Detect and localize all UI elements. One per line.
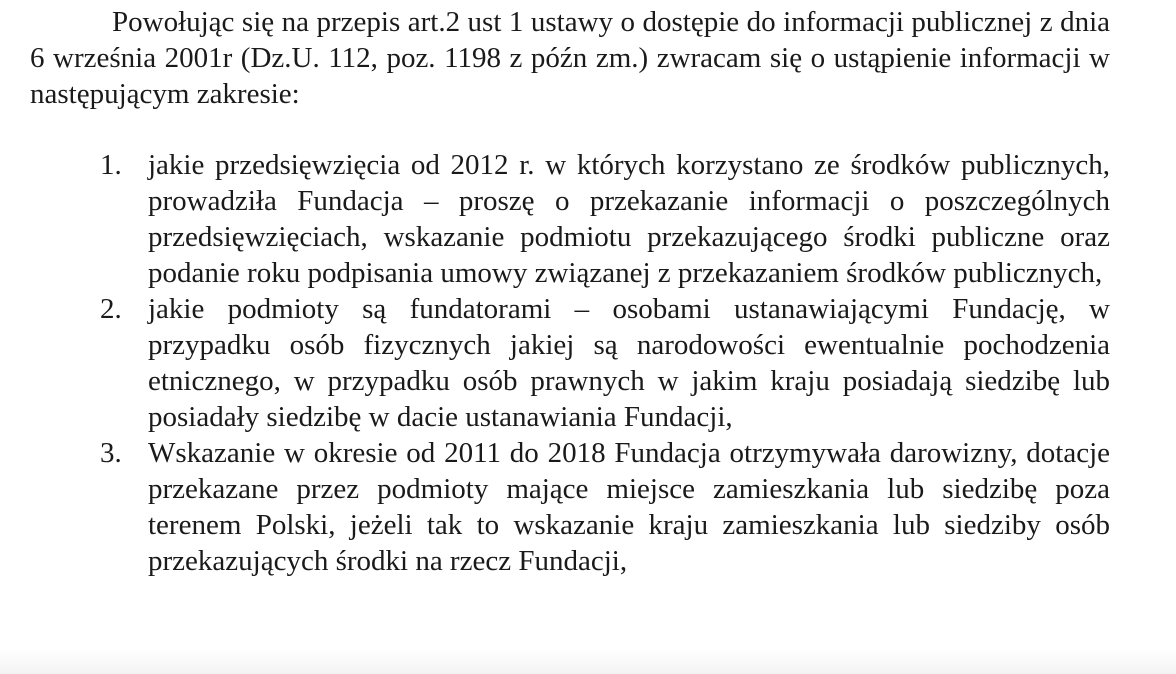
list-item-number: 1. <box>100 149 122 181</box>
list-item-number: 2. <box>100 293 122 325</box>
list-item <box>100 147 1110 291</box>
list-item-text: jakie podmioty są fundatorami – osobami ustanawiającymi Fundację, w przypadku osób fizycznych jakiej są narodowości ewentualnie pochodzenia etnicznego, w przypadku osób prawnych w jakim kraju posiadają siedzibę lub posiadały siedzibę w dacie ustanawiania Fundacji, <box>148 293 1110 433</box>
list-item-text: Wskazanie w okresie od 2011 do 2018 Fundacja otrzymywała darowizny, dotacje przekazane przez podmioty mające miejsce zamieszkania lub siedzibę poza terenem Polski, jeżeli tak to wskazanie kraju zamieszkania lub siedziby osób przekazujących środki na rzecz Fundacji, <box>148 437 1110 577</box>
list-item <box>100 291 1110 435</box>
list-item-text: jakie przedsięwzięcia od 2012 r. w których korzystano ze środków publicznych, prowadziła Fundacja – proszę o przekazanie informacji o poszczególnych przedsięwzięciach, wskazanie podmiotu przekazującego środki publiczne oraz podanie roku podpisania umowy związanej z przekazaniem środków publicznych, <box>148 149 1110 289</box>
list-item-number: 3. <box>100 437 122 469</box>
request-list <box>100 147 1110 579</box>
list-item <box>100 435 1110 579</box>
intro-paragraph: Powołując się na przepis art.2 ust 1 ustawy o dostępie do informacji publicznej z dnia 6 września 2001r (Dz.U. 112, poz. 1198 z późn zm.) zwracam się o ustąpienie informacji w następującym zakresie: <box>30 6 1110 110</box>
